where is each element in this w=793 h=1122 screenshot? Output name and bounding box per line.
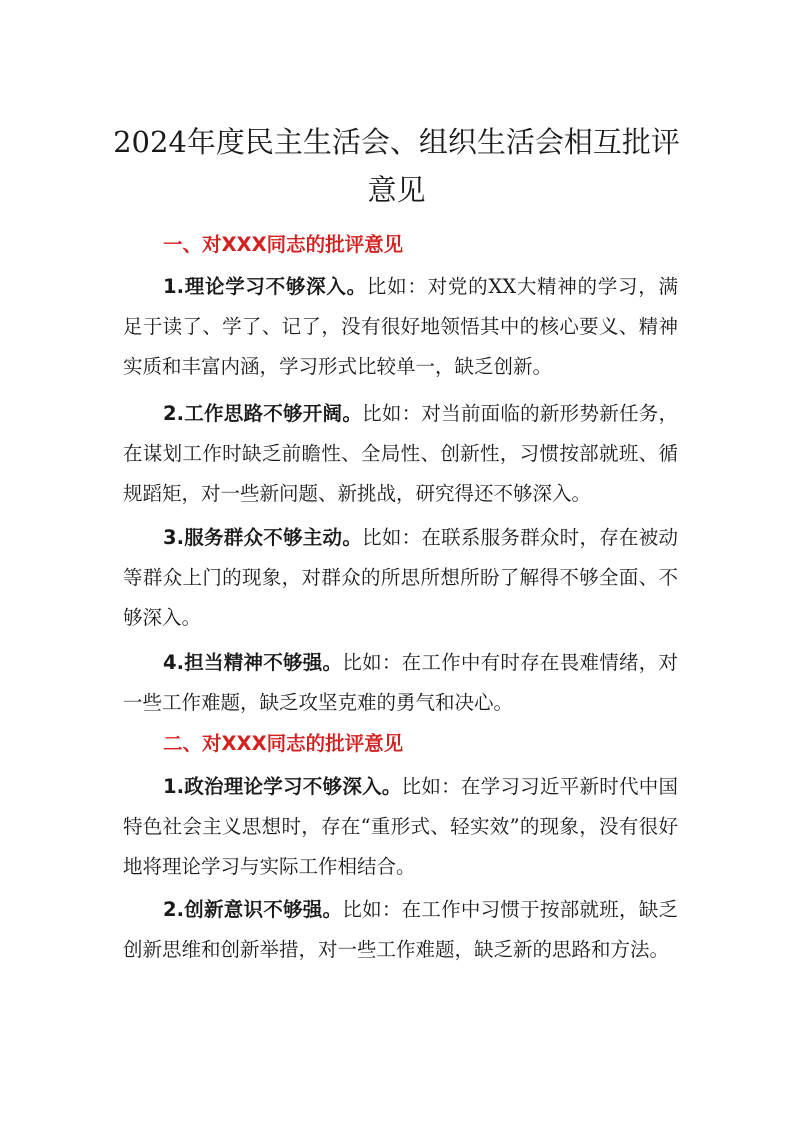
paragraph-lead: 1.理论学习不够深入。 (163, 275, 367, 298)
paragraph (123, 767, 678, 887)
section-heading-1: 一、对XXX同志的批评意见 (163, 233, 404, 256)
paragraph-lead: 1.政治理论学习不够深入。 (163, 775, 402, 798)
paragraph (123, 643, 678, 723)
paragraph-lead: 2.工作思路不够开阔。 (163, 402, 363, 425)
paragraph (123, 267, 678, 387)
paragraph-body: 比如：对党的XX大精神的学习，满足于读了、学了、记了，没有很好地领悟其中的核心要义、精神实质和丰富内涵，学习形式比较单一，缺乏创新。 (123, 275, 678, 378)
paragraph (123, 518, 678, 638)
paragraph-lead: 2.创新意识不够强。 (163, 898, 343, 921)
paragraph-body: 比如：对当前面临的新形势新任务，在谋划工作时缺乏前瞻性、全局性、创新性，习惯按部就班、循规蹈矩，对一些新问题、新挑战，研究得还不够深入。 (123, 402, 678, 505)
paragraph (123, 890, 678, 970)
paragraph-body: 比如：在联系服务群众时，存在被动等群众上门的现象，对群众的所思所想所盼了解得不够全面、不够深入。 (123, 526, 678, 629)
paragraph-lead: 3.服务群众不够主动。 (163, 526, 363, 549)
paragraph-lead: 4.担当精神不够强。 (163, 651, 343, 674)
paragraph-body: 比如：在学习习近平新时代中国特色社会主义思想时，存在“重形式、轻实效”的现象，没有很好地将理论学习与实际工作相结合。 (123, 775, 678, 878)
document-title: 2024年度民主生活会、组织生活会相互批评意见 (113, 125, 680, 207)
section-heading-2: 二、对XXX同志的批评意见 (163, 732, 404, 755)
paragraph (123, 394, 678, 514)
paragraph-body: 比如：在工作中有时存在畏难情绪，对一些工作难题，缺乏攻坚克难的勇气和决心。 (123, 651, 678, 714)
paragraph-body: 比如：在工作中习惯于按部就班，缺乏创新思维和创新举措，对一些工作难题，缺乏新的思路和方法。 (123, 898, 678, 961)
